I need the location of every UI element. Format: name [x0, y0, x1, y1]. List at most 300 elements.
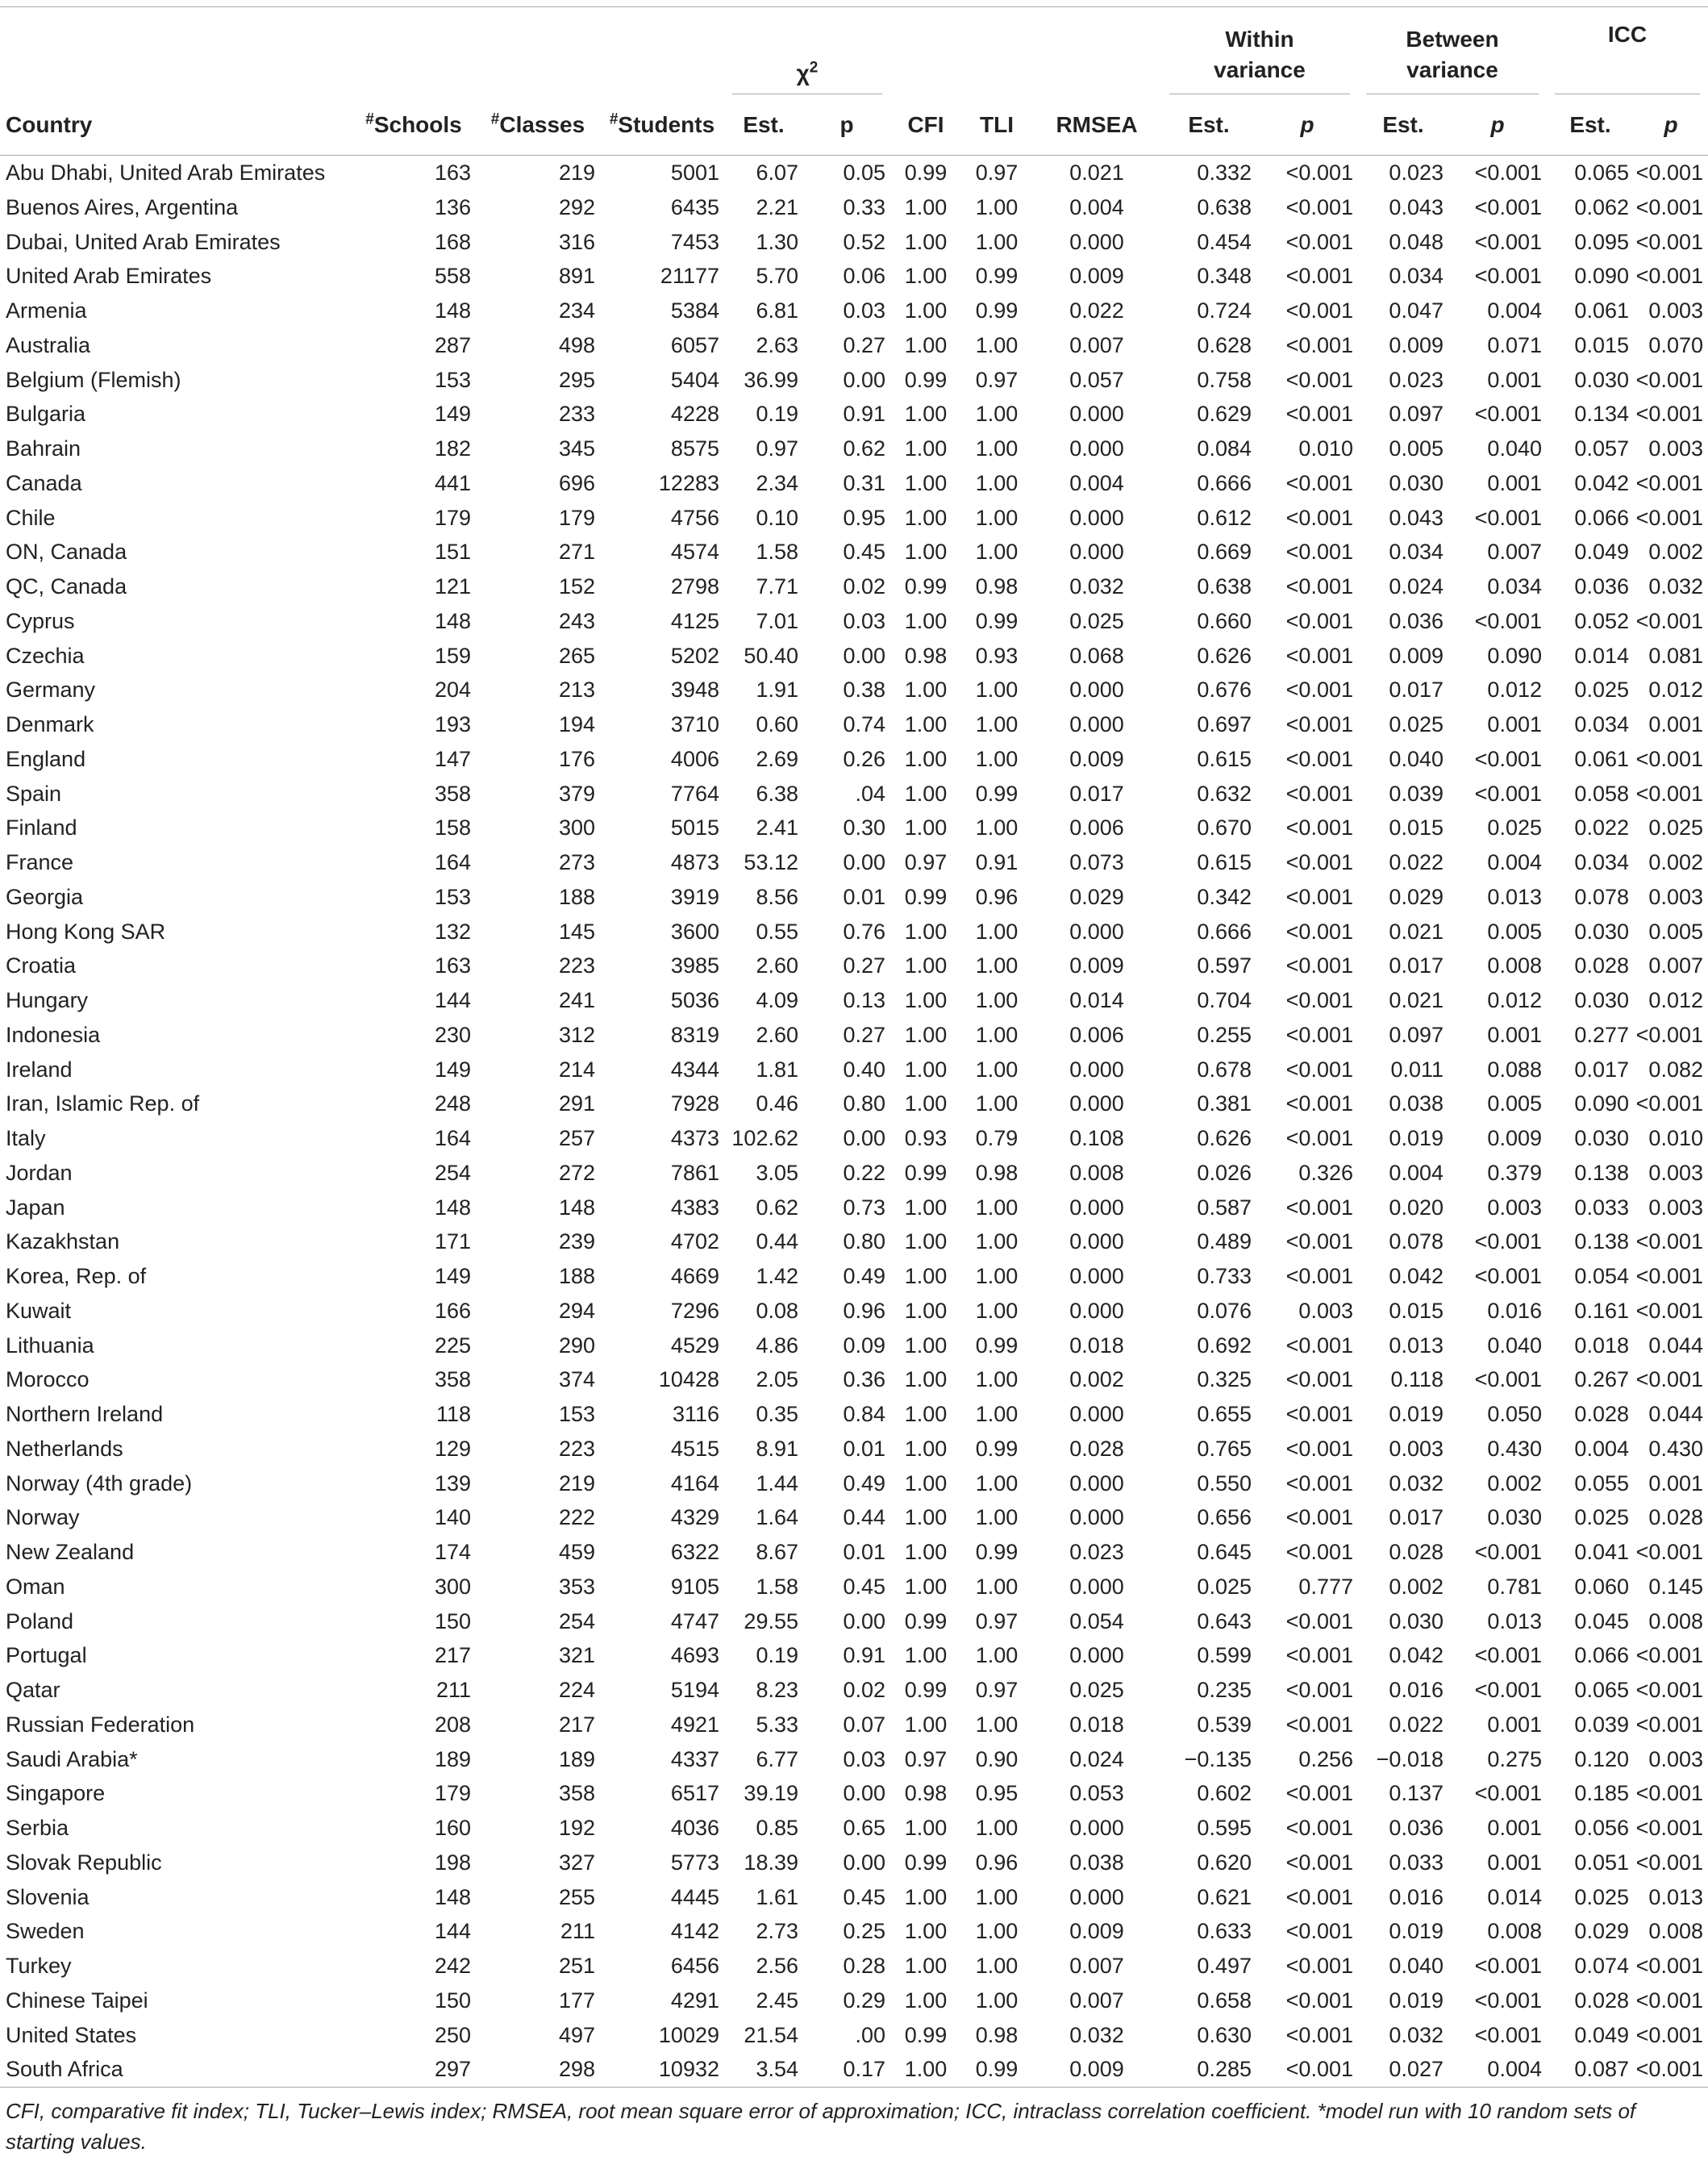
value-cell: 224 [558, 1678, 595, 1702]
value-cell: 1.00 [904, 1884, 948, 1909]
value-cell: <0.001 [1474, 746, 1542, 771]
value-cell: 0.015 [1389, 1298, 1443, 1323]
value-cell: <0.001 [1285, 1608, 1353, 1633]
value-cell: 4873 [670, 850, 719, 874]
value-cell: <0.001 [1285, 402, 1353, 427]
value-cell: 0.90 [975, 1746, 1019, 1771]
value-cell: 273 [558, 850, 595, 874]
value-cell: 498 [558, 332, 595, 357]
value-cell: 3710 [670, 712, 719, 736]
value-cell: 192 [558, 1816, 595, 1840]
country-cell: United Arab Emirates [6, 264, 212, 289]
value-cell: 0.076 [1197, 1298, 1252, 1323]
value-cell: 136 [434, 194, 471, 219]
country-cell: South Africa [0, 2052, 352, 2087]
value-cell: 0.000 [1069, 1091, 1124, 1116]
value-cell: 0.014 [1069, 988, 1124, 1012]
value-cell: <0.001 [1285, 161, 1353, 185]
value-cell: <0.001 [1285, 1988, 1353, 2013]
value-cell: 7453 [670, 229, 719, 254]
value-cell: 0.96 [975, 884, 1019, 909]
value-cell: 0.034 [1389, 540, 1443, 565]
value-cell: 0.084 [1197, 436, 1252, 461]
value-cell: 0.000 [1069, 1402, 1124, 1426]
value-cell: 129 [434, 1436, 471, 1461]
value-cell: 0.025 [1574, 1505, 1629, 1530]
value-cell: 7928 [670, 1091, 719, 1116]
value-cell: 182 [434, 436, 471, 461]
col-schools: #Schools [352, 94, 476, 156]
value-cell: 5404 [670, 367, 719, 392]
value-cell: 0.44 [756, 1229, 798, 1254]
value-cell: 0.013 [1487, 884, 1542, 909]
value-cell: 891 [558, 264, 595, 289]
value-cell: <0.001 [1285, 1781, 1353, 1806]
value-cell: 0.032 [1069, 574, 1124, 599]
value-cell: 4445 [670, 1884, 719, 1909]
value-cell: 358 [434, 781, 471, 806]
value-cell: 1.58 [756, 1574, 798, 1599]
value-cell: 1.00 [904, 988, 948, 1012]
value-cell: 0.40 [843, 1057, 885, 1082]
value-cell: 4006 [670, 746, 719, 771]
value-cell: 1.00 [975, 1402, 1019, 1426]
value-cell: 2.63 [756, 332, 798, 357]
table-row [0, 1984, 1708, 2018]
value-cell: 0.275 [1487, 1746, 1542, 1771]
value-cell: 0.048 [1389, 229, 1443, 254]
value-cell: 0.430 [1648, 1436, 1703, 1461]
value-cell: 0.381 [1197, 1091, 1252, 1116]
value-cell: <0.001 [1474, 1988, 1542, 2013]
value-cell: <0.001 [1285, 1367, 1353, 1392]
value-cell: 219 [558, 1470, 595, 1495]
value-cell: 4921 [670, 1712, 719, 1737]
value-cell: 163 [434, 161, 471, 185]
value-cell: 0.000 [1069, 1643, 1124, 1668]
value-cell: 1.00 [904, 1333, 948, 1358]
value-cell: <0.001 [1474, 505, 1542, 530]
table-row [0, 1224, 1708, 1259]
value-cell: 312 [558, 1022, 595, 1047]
value-cell: 4329 [670, 1505, 719, 1530]
value-cell: 234 [558, 298, 595, 323]
value-cell: 0.018 [1574, 1333, 1629, 1358]
value-cell: 0.022 [1574, 816, 1629, 841]
value-cell: 1.00 [975, 919, 1019, 944]
table-row [0, 1362, 1708, 1397]
value-cell: 4125 [670, 608, 719, 633]
value-cell: 0.090 [1574, 264, 1629, 289]
value-cell: <0.001 [1635, 1988, 1703, 2013]
value-cell: <0.001 [1635, 1540, 1703, 1564]
value-cell: <0.001 [1635, 470, 1703, 495]
country-cell: Hungary [6, 988, 89, 1012]
value-cell: 0.026 [1197, 1160, 1252, 1185]
value-cell: 0.326 [1298, 1160, 1353, 1185]
value-cell: 0.025 [1574, 1884, 1629, 1909]
value-cell: 0.023 [1389, 367, 1443, 392]
value-cell: 0.030 [1574, 367, 1629, 392]
value-cell: 188 [558, 884, 595, 909]
value-cell: 0.00 [843, 1781, 885, 1806]
value-cell: 2.34 [756, 470, 798, 495]
value-cell: 0.005 [1648, 919, 1703, 944]
value-cell: <0.001 [1635, 1954, 1703, 1978]
value-cell: 1.00 [904, 746, 948, 771]
country-cell: Northern Ireland [6, 1402, 164, 1426]
value-cell: 0.009 [1389, 332, 1443, 357]
value-cell: 0.001 [1487, 1022, 1542, 1047]
value-cell: 132 [434, 919, 471, 944]
country-cell: Norway [6, 1505, 80, 1530]
country-cell: QC, Canada [6, 574, 127, 599]
value-cell: 217 [558, 1712, 595, 1737]
value-cell: 0.05 [843, 161, 885, 185]
value-cell: 0.078 [1574, 884, 1629, 909]
value-cell: 1.00 [975, 540, 1019, 565]
value-cell: 1.00 [975, 1057, 1019, 1082]
value-cell: 230 [434, 1022, 471, 1047]
value-cell: 251 [558, 1954, 595, 1978]
value-cell: <0.001 [1474, 2022, 1542, 2047]
chi2-symbol: χ [796, 60, 810, 86]
value-cell: 0.054 [1574, 1264, 1629, 1288]
value-cell: 6517 [670, 1781, 719, 1806]
value-cell: 0.044 [1648, 1402, 1703, 1426]
country-cell: Sweden [6, 1919, 85, 1944]
value-cell: <0.001 [1635, 1229, 1703, 1254]
value-cell: 145 [558, 919, 595, 944]
table-row [0, 1604, 1708, 1639]
value-cell: 0.057 [1574, 436, 1629, 461]
value-cell: 0.012 [1487, 988, 1542, 1012]
value-cell: 0.023 [1389, 161, 1443, 185]
value-cell: 0.032 [1648, 574, 1703, 599]
value-cell: 0.655 [1197, 1402, 1252, 1426]
value-cell: 0.99 [904, 884, 948, 909]
value-cell: 4383 [670, 1195, 719, 1220]
value-cell: 0.62 [756, 1195, 798, 1220]
value-cell: <0.001 [1635, 161, 1703, 185]
value-cell: 0.03 [843, 298, 885, 323]
value-cell: 0.040 [1389, 1954, 1443, 1978]
table-row [0, 1121, 1708, 1156]
value-cell: 8575 [670, 436, 719, 461]
value-cell: 358 [558, 1781, 595, 1806]
value-cell: 1.00 [904, 1988, 948, 2013]
table-row [0, 1535, 1708, 1570]
value-cell: 0.96 [975, 1850, 1019, 1875]
value-cell: 0.004 [1448, 2052, 1547, 2087]
value-cell: 0.02 [843, 574, 885, 599]
value-cell: <0.001 [1285, 678, 1353, 703]
value-cell: <0.001 [1285, 781, 1353, 806]
value-cell: 0.65 [843, 1816, 885, 1840]
value-cell: 0.040 [1487, 436, 1542, 461]
table-row [0, 1329, 1708, 1363]
value-cell: 0.74 [843, 712, 885, 736]
value-cell: 0.93 [975, 643, 1019, 668]
value-cell: <0.001 [1285, 505, 1353, 530]
value-cell: 287 [434, 332, 471, 357]
value-cell: 0.118 [1390, 1367, 1443, 1392]
value-cell: 4756 [670, 505, 719, 530]
value-cell: <0.001 [1474, 1264, 1542, 1288]
value-cell: 0.28 [843, 1954, 885, 1978]
value-cell: 0.017 [1389, 1505, 1443, 1530]
value-cell: 0.004 [1487, 850, 1542, 874]
value-cell: <0.001 [1285, 953, 1353, 978]
country-cell: Qatar [6, 1678, 60, 1702]
value-cell: 1.00 [904, 712, 948, 736]
value-cell: 1.00 [975, 1643, 1019, 1668]
results-table [0, 6, 1708, 2088]
value-cell: 0.039 [1574, 1712, 1629, 1737]
value-cell: 0.016 [1389, 1678, 1443, 1702]
value-cell: 0.024 [1389, 574, 1443, 599]
value-cell: <0.001 [1474, 1678, 1542, 1702]
value-cell: 5001 [670, 161, 719, 185]
value-cell: 0.029 [1389, 884, 1443, 909]
value-cell: −0.135 [1184, 1746, 1252, 1771]
value-cell: 0.645 [1197, 1540, 1252, 1564]
value-cell: 0.009 [1389, 643, 1443, 668]
value-cell: 0.000 [1069, 1264, 1124, 1288]
value-cell: 0.001 [1487, 1816, 1542, 1840]
value-cell: 4142 [670, 1919, 719, 1944]
value-cell: 295 [558, 367, 595, 392]
value-cell: <0.001 [1635, 1298, 1703, 1323]
value-cell: 0.055 [1574, 1470, 1629, 1495]
value-cell: 327 [558, 1850, 595, 1875]
header-chi2 [724, 7, 890, 94]
value-cell: 1.61 [756, 1884, 798, 1909]
country-cell: Chile [6, 505, 56, 530]
value-cell: 0.003 [1648, 1160, 1703, 1185]
value-cell: 1.00 [975, 1884, 1019, 1909]
value-cell: 0.658 [1197, 1988, 1252, 2013]
value-cell: 0.98 [904, 1781, 948, 1806]
value-cell: 0.97 [975, 1608, 1019, 1633]
value-cell: 241 [558, 988, 595, 1012]
value-cell: 0.676 [1197, 678, 1252, 703]
value-cell: 1.00 [975, 1712, 1019, 1737]
value-cell: 2798 [670, 574, 719, 599]
value-cell: 0.99 [904, 161, 948, 185]
value-cell: 0.002 [1389, 1574, 1443, 1599]
country-cell: Spain [6, 781, 62, 806]
value-cell: <0.001 [1474, 402, 1542, 427]
value-cell: 358 [434, 1367, 471, 1392]
value-cell: 4228 [670, 402, 719, 427]
value-cell: 254 [434, 1160, 471, 1185]
value-cell: 1.00 [904, 1195, 948, 1220]
country-cell: Hong Kong SAR [6, 919, 166, 944]
value-cell: 0.09 [843, 1333, 885, 1358]
value-cell: 1.00 [975, 1229, 1019, 1254]
value-cell: 0.621 [1197, 1884, 1252, 1909]
value-cell: <0.001 [1285, 1091, 1353, 1116]
value-cell: 0.009 [1069, 953, 1124, 978]
value-cell: 0.003 [1389, 1436, 1443, 1461]
table-row [0, 363, 1708, 398]
value-cell: 0.058 [1574, 781, 1629, 806]
value-cell: 5015 [670, 816, 719, 841]
value-cell: 217 [434, 1643, 471, 1668]
value-cell: 0.777 [1298, 1574, 1353, 1599]
value-cell: 0.626 [1197, 643, 1252, 668]
value-cell: 0.342 [1197, 884, 1252, 909]
table-row [0, 1570, 1708, 1604]
value-cell: 151 [434, 540, 471, 565]
value-cell: 211 [560, 1919, 595, 1944]
value-cell: <0.001 [1285, 1643, 1353, 1668]
value-cell: 1.00 [904, 470, 948, 495]
value-cell: 0.145 [1648, 1574, 1703, 1599]
value-cell: 0.002 [1069, 1367, 1124, 1392]
value-cell: 0.000 [1069, 1229, 1124, 1254]
country-cell: Finland [6, 816, 77, 841]
value-cell: 2.21 [756, 194, 798, 219]
country-cell: United States [6, 2022, 137, 2047]
value-cell: 0.19 [756, 1643, 798, 1668]
value-cell: 0.629 [1197, 402, 1252, 427]
value-cell: 0.99 [904, 1608, 948, 1633]
value-cell: 3985 [670, 953, 719, 978]
value-cell: 0.00 [843, 1608, 885, 1633]
value-cell: 0.068 [1069, 643, 1124, 668]
value-cell: 1.00 [904, 1402, 948, 1426]
value-cell: 0.019 [1389, 1919, 1443, 1944]
value-cell: 0.00 [843, 1126, 885, 1150]
value-cell: 0.678 [1197, 1057, 1252, 1082]
value-cell: 1.00 [975, 1954, 1019, 1978]
table-row [0, 1638, 1708, 1673]
value-cell: <0.001 [1635, 1643, 1703, 1668]
value-cell: 6.81 [756, 298, 798, 323]
value-cell: 0.007 [1069, 1954, 1124, 1978]
value-cell: <0.001 [1635, 402, 1703, 427]
value-cell: 0.097 [1389, 1022, 1443, 1047]
value-cell: 0.006 [1069, 1022, 1124, 1047]
value-cell: <0.001 [1635, 194, 1703, 219]
value-cell: 0.025 [1574, 678, 1629, 703]
table-body [0, 156, 1708, 2088]
value-cell: 222 [558, 1505, 595, 1530]
value-cell: <0.001 [1285, 574, 1353, 599]
value-cell: 0.00 [843, 643, 885, 668]
value-cell: 0.49 [843, 1264, 885, 1288]
value-cell: 2.60 [756, 1022, 798, 1047]
table-row [0, 1846, 1708, 1880]
value-cell: <0.001 [1474, 608, 1542, 633]
value-cell: <0.001 [1285, 540, 1353, 565]
value-cell: 1.64 [756, 1505, 798, 1530]
value-cell: 6435 [670, 194, 719, 219]
value-cell: 0.036 [1574, 574, 1629, 599]
value-cell: <0.001 [1285, 1712, 1353, 1737]
value-cell: 5194 [670, 1678, 719, 1702]
country-cell: Jordan [6, 1160, 73, 1185]
value-cell: −0.018 [1376, 1746, 1443, 1771]
value-cell: 0.185 [1574, 1781, 1629, 1806]
value-cell: 243 [558, 608, 595, 633]
table-row [0, 294, 1708, 328]
value-cell: 1.00 [975, 194, 1019, 219]
value-cell: 0.587 [1197, 1195, 1252, 1220]
country-cell: Australia [6, 332, 91, 357]
value-cell: 297 [352, 2052, 476, 2087]
value-cell: 0.95 [975, 1781, 1019, 1806]
value-cell: 0.255 [1197, 1022, 1252, 1047]
value-cell: 102.62 [731, 1126, 798, 1150]
value-cell: <0.001 [1474, 1229, 1542, 1254]
header-within: Within variance [1161, 7, 1358, 94]
value-cell: 0.29 [843, 1988, 885, 2013]
value-cell: 0.91 [843, 1643, 885, 1668]
value-cell: <0.001 [1474, 161, 1542, 185]
country-cell: Armenia [6, 298, 87, 323]
value-cell: 50.40 [744, 643, 798, 668]
value-cell: 0.612 [1197, 505, 1252, 530]
value-cell: 0.017 [1574, 1057, 1629, 1082]
value-cell: 0.80 [843, 1229, 885, 1254]
value-cell: 0.267 [1574, 1367, 1629, 1392]
value-cell: 0.00 [843, 850, 885, 874]
country-cell: New Zealand [6, 1540, 135, 1564]
value-cell: 0.765 [1197, 1436, 1252, 1461]
value-cell: 5.33 [756, 1712, 798, 1737]
country-cell: Korea, Rep. of [6, 1264, 147, 1288]
value-cell: <0.001 [1285, 1816, 1353, 1840]
value-cell: <0.001 [1285, 1057, 1353, 1082]
value-cell: 0.066 [1574, 505, 1629, 530]
value-cell: 291 [558, 1091, 595, 1116]
value-cell: 0.161 [1574, 1298, 1629, 1323]
value-cell: 1.00 [975, 988, 1019, 1012]
value-cell: 0.98 [975, 574, 1019, 599]
table-row [0, 156, 1708, 190]
value-cell: 223 [558, 1436, 595, 1461]
value-cell: 0.045 [1574, 1608, 1629, 1633]
value-cell: 1.00 [975, 1470, 1019, 1495]
col-icc-p: p [1634, 94, 1708, 156]
value-cell: 0.009 [1487, 1126, 1542, 1150]
value-cell: <0.001 [1285, 712, 1353, 736]
value-cell: 0.029 [1574, 1919, 1629, 1944]
value-cell: 0.012 [1648, 678, 1703, 703]
value-cell: 1.00 [904, 298, 948, 323]
value-cell: 21177 [660, 264, 719, 289]
col-icc-est: Est. [1547, 94, 1634, 156]
value-cell: 4291 [670, 1988, 719, 2013]
value-cell: 4344 [670, 1057, 719, 1082]
value-cell: 2.73 [756, 1919, 798, 1944]
value-cell: 0.005 [1487, 1091, 1542, 1116]
value-cell: 0.49 [843, 1470, 885, 1495]
value-cell: 0.016 [1487, 1298, 1542, 1323]
value-cell: 0.44 [843, 1505, 885, 1530]
value-cell: 0.025 [1487, 816, 1542, 841]
col-within-p: p [1256, 94, 1358, 156]
value-cell: <0.001 [1474, 1367, 1542, 1392]
value-cell: 0.044 [1648, 1333, 1703, 1358]
country-cell: Lithuania [6, 1333, 94, 1358]
value-cell: 0.108 [1069, 1126, 1124, 1150]
country-cell: Canada [6, 470, 82, 495]
value-cell: <0.001 [1635, 1816, 1703, 1840]
